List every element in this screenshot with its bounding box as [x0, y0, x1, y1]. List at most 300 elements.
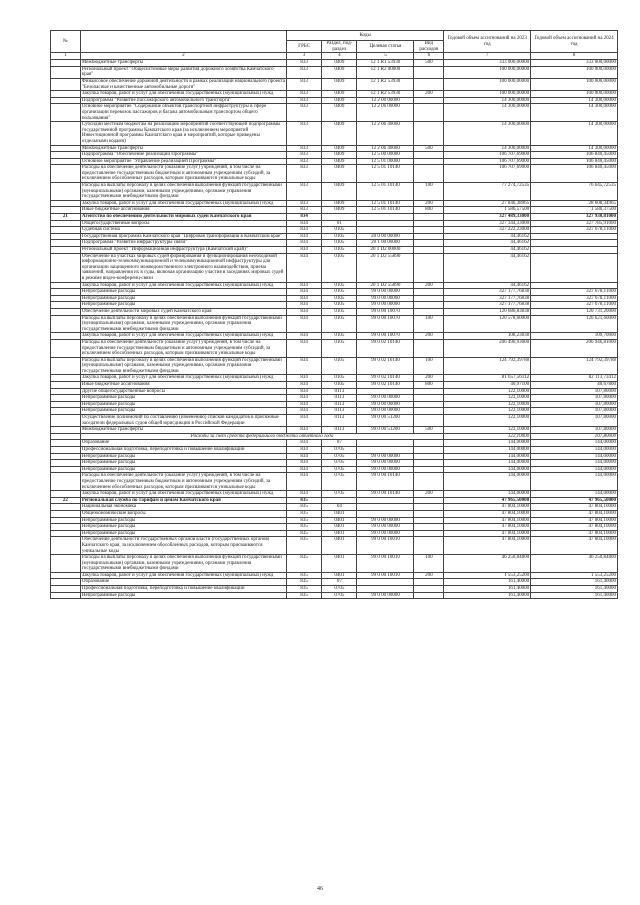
row-target-cell: [357, 227, 414, 234]
row-vr-cell: [414, 401, 444, 408]
row-name-cell: Расходы на обеспечение деятельности (оказание услуг) учреждений, в том числе на предоставление государственным бюджетным и автономным учреждениям субсидий, за исключением обособленных расходов, которым присваиваются уникальные коды: [80, 473, 286, 491]
colnum-4: 4: [322, 53, 357, 60]
row-a2024-cell: 144,00000: [531, 447, 618, 454]
row-name-cell: Закупка товаров, работ и услуг для обеспечения государственных (муниципальных) нужд: [80, 333, 286, 340]
row-name-cell: Финансовое обеспечение дорожной деятельности в рамках реализации национального проекта "Безопасные и качественные автомобильные дороги": [81, 78, 285, 90]
row-a2024-cell: 28 608,34965: [531, 200, 618, 207]
table-row: [51, 447, 618, 454]
row-a2024-cell: 100 000,00000: [531, 91, 618, 98]
row-target-cell: 99 0 00 00000: [357, 517, 414, 524]
row-grbs-cell: 833: [286, 207, 321, 214]
row-target-cell: 99 0 00 00000: [357, 592, 414, 599]
row-section-cell: [322, 497, 357, 504]
row-name-cell: Закупка товаров, работ и услуг для обеспечения государственных (муниципальных) нужд: [80, 572, 286, 579]
row-grbs-cell: 833: [286, 122, 321, 145]
row-vr-cell: 500: [414, 60, 444, 67]
row-target-cell: [357, 504, 414, 511]
row-vr-cell: [414, 302, 444, 309]
row-grbs-cell: 833: [286, 66, 321, 78]
row-section-cell: 04: [322, 504, 357, 511]
row-a2023-cell: 124 792,39788: [444, 357, 531, 375]
row-a2024-cell: 327 930,81000: [531, 214, 618, 221]
row-section-cell: 0113: [322, 427, 357, 434]
row-a2024-cell: 82 113,73412: [531, 375, 618, 382]
row-name-cell: Непрограммные расходы: [80, 295, 286, 302]
row-target-cell: 99 0 00 00000: [357, 295, 414, 302]
row-a2024-cell: 14 300,00000: [531, 97, 618, 104]
row-vr-cell: [414, 220, 444, 227]
row-vr-cell: 200: [414, 491, 444, 498]
row-vr-cell: 100: [414, 315, 444, 333]
row-vr-cell: [414, 530, 444, 537]
table-row: [51, 592, 618, 599]
row-a2023-cell: 44,46162: [444, 233, 531, 240]
row-grbs-cell: 833: [286, 78, 321, 90]
row-section-cell: 0409: [322, 104, 357, 122]
row-vr-cell: [414, 247, 444, 254]
row-a2024-cell: 76 645,72535: [531, 183, 618, 201]
row-num-cell: [51, 466, 81, 473]
table-row: [51, 530, 618, 537]
row-num-cell: [51, 460, 81, 467]
row-section-cell: 0113: [322, 415, 357, 427]
table-row: [51, 586, 618, 593]
row-vr-cell: [414, 165, 444, 183]
table-row: [51, 158, 618, 165]
row-grbs-cell: 835: [286, 579, 321, 586]
row-num-cell: [51, 524, 81, 531]
row-num-cell: [51, 579, 81, 586]
row-a2024-cell: 107,80000: [531, 415, 618, 427]
table-row: [51, 60, 618, 67]
row-section-cell: 0401: [322, 530, 357, 537]
row-num-cell: [51, 247, 81, 254]
row-num-cell: [51, 453, 81, 460]
row-grbs-cell: 835: [286, 524, 321, 531]
table-row: [51, 466, 618, 473]
colnum-5: 5: [357, 53, 414, 60]
row-num-cell: [51, 302, 81, 309]
row-a2023-cell: 14 300,00000: [444, 145, 531, 152]
row-vr-cell: [414, 395, 444, 402]
row-section-cell: 0409: [322, 122, 357, 145]
row-grbs-cell: 833: [286, 152, 321, 159]
row-a2024-cell: 327 785,91000: [531, 220, 618, 227]
row-a2024-cell: 120 621,60000: [531, 315, 618, 333]
row-name-cell: Межбюджетные трансферты: [80, 427, 286, 434]
header-vr: Вид расходов: [414, 41, 444, 53]
row-a2023-cell: 122,10000: [444, 427, 531, 434]
row-a2024-cell: [531, 233, 618, 240]
row-name-cell: Расходы на выплаты персоналу в целях обеспечения выполнения функций государственными (муниципальными) органами, казенными учреждениями, органами управления государственными внебюджетными фондами: [80, 183, 286, 201]
row-vr-cell: 100: [414, 555, 444, 573]
row-vr-cell: [414, 227, 444, 234]
row-section-cell: 0705: [322, 460, 357, 467]
row-a2023-cell: 144,00000: [444, 466, 531, 473]
row-grbs-cell: 834: [286, 247, 321, 254]
table-row: [51, 579, 618, 586]
row-target-cell: [357, 220, 414, 227]
table-row: [51, 333, 618, 340]
row-a2024-cell: 1 553,25200: [531, 572, 618, 579]
table-row: [51, 315, 618, 333]
row-a2023-cell: 100 000,00000: [444, 91, 531, 98]
row-section-cell: 0105: [322, 382, 357, 389]
row-name-cell: Непрограммные расходы: [80, 408, 286, 415]
row-grbs-cell: 834: [286, 473, 321, 491]
row-num-cell: [51, 517, 81, 524]
row-a2023-cell: 14 300,00000: [444, 104, 531, 122]
row-a2023-cell: 327 489,33000: [444, 214, 531, 221]
row-target-cell: [357, 497, 414, 504]
table-row: [51, 537, 618, 555]
row-target-cell: 99 0 00 00000: [357, 395, 414, 402]
row-num-cell: [51, 295, 81, 302]
row-a2024-cell: 327 678,11000: [531, 289, 618, 296]
table-row: [51, 440, 618, 447]
row-target-cell: 99 0 00 51200: [357, 415, 414, 427]
row-vr-cell: 200: [414, 282, 444, 289]
table-row: [51, 427, 618, 434]
row-vr-cell: 500: [414, 145, 444, 152]
row-a2024-cell: 1 586,37500: [531, 207, 618, 214]
row-a2023-cell: 120 686,83838: [444, 308, 531, 315]
row-a2023-cell: 327 344,33000: [444, 220, 531, 227]
row-target-cell: 12 1 R1 53930: [357, 60, 414, 67]
header-name: [80, 31, 286, 53]
row-grbs-cell: 834: [286, 339, 321, 357]
row-section-cell: 0113: [322, 401, 357, 408]
row-a2023-cell: 161,40000: [444, 579, 531, 586]
table-row: [51, 497, 618, 504]
row-a2023-cell: 206 490,93000: [444, 339, 531, 357]
row-vr-cell: [414, 460, 444, 467]
row-section-cell: 0401: [322, 510, 357, 517]
row-a2023-cell: 47 804,10000: [444, 504, 531, 511]
row-a2024-cell: 100 000,00000: [531, 66, 618, 78]
page-number: 46: [317, 886, 323, 892]
row-a2023-cell: 161,40000: [444, 586, 531, 593]
row-a2023-cell: 327 177,76838: [444, 289, 531, 296]
row-section-cell: 0105: [322, 253, 357, 282]
row-grbs-cell: 835: [286, 586, 321, 593]
row-section-cell: 0409: [322, 165, 357, 183]
row-a2023-cell: 77 274,72535: [444, 183, 531, 201]
row-target-cell: [357, 510, 414, 517]
row-a2023-cell: 333 000,00000: [444, 60, 531, 67]
row-vr-cell: [414, 339, 444, 357]
row-grbs-cell: 833: [286, 91, 321, 98]
row-a2023-cell: 144,00000: [444, 447, 531, 454]
header-section: Раздел, под-раздел: [322, 41, 357, 53]
row-vr-cell: [414, 408, 444, 415]
row-name-cell: Закупка товаров, работ и услуг для обеспечения государственных (муниципальных) нужд: [80, 491, 286, 498]
row-num-cell: 22: [51, 497, 81, 504]
row-target-cell: 99 0 00 00000: [357, 524, 414, 531]
row-section-cell: 0105: [322, 375, 357, 382]
row-a2024-cell: 144,00000: [531, 440, 618, 447]
row-a2024-cell: 327 678,11000: [531, 302, 618, 309]
table-row: [51, 97, 618, 104]
row-grbs-cell: 835: [286, 497, 321, 504]
row-a2024-cell: 47 804,10000: [531, 517, 618, 524]
row-num-cell: [51, 440, 81, 447]
row-a2023-cell: 27 846,38965: [444, 200, 531, 207]
row-num-cell: [51, 357, 81, 375]
table-header: [51, 31, 618, 60]
row-a2024-cell: 161,40000: [531, 592, 618, 599]
table-row: [51, 572, 618, 579]
row-vr-cell: 500: [414, 427, 444, 434]
row-name-cell: Межбюджетные трансферты: [80, 60, 286, 67]
row-name-cell: Закупка товаров, работ и услуг для обеспечения государственных (муниципальных) нужд: [80, 282, 286, 289]
row-name-cell: Непрограммные расходы: [80, 302, 286, 309]
row-a2024-cell: 144,00000: [531, 466, 618, 473]
row-vr-cell: [414, 579, 444, 586]
table-row: [51, 247, 618, 254]
row-num-cell: [51, 104, 81, 122]
row-name-cell: Образование: [80, 440, 286, 447]
row-num-cell: [51, 97, 81, 104]
row-a2024-cell: 106 840,45000: [531, 158, 618, 165]
row-a2024-cell: 14 300,00000: [531, 145, 618, 152]
row-section-cell: 0409: [322, 145, 357, 152]
row-grbs-cell: 834: [286, 466, 321, 473]
row-num-cell: [51, 375, 81, 382]
row-grbs-cell: 834: [286, 282, 321, 289]
row-name-cell: Осуществление полномочий по составлению (изменению) списков кандидатов в присяжные заседатели федеральных судов общей юрисдикции в Российской Федерации: [80, 415, 286, 427]
row-grbs-cell: 833: [286, 97, 321, 104]
row-name-cell: Образование: [80, 579, 286, 586]
table-row: [51, 200, 618, 207]
row-name-cell: Профессиональная подготовка, переподготовка и повышение квалификации: [80, 586, 286, 593]
row-target-cell: 99 0 00 10140: [357, 473, 414, 491]
colnum-6: 6: [414, 53, 444, 60]
row-a2024-cell: 14 300,00000: [531, 122, 618, 145]
table-row: [51, 415, 618, 427]
row-a2023-cell: 327 177,76838: [444, 295, 531, 302]
row-target-cell: 99 0 00 00000: [357, 460, 414, 467]
row-grbs-cell: 833: [286, 158, 321, 165]
row-a2023-cell: 108,23838: [444, 333, 531, 340]
table-row: [51, 165, 618, 183]
row-name-cell: Непрограммные расходы: [80, 592, 286, 599]
row-target-cell: 12 2 06 40060: [357, 122, 414, 145]
row-a2023-cell: 327 177,76838: [444, 302, 531, 309]
row-num-cell: [51, 91, 81, 98]
row-num-cell: [51, 122, 81, 145]
row-a2023-cell: 122,10000: [444, 433, 531, 440]
row-name-cell: Непрограммные расходы: [80, 453, 286, 460]
table-row: [51, 460, 618, 467]
colnum-3: 3: [286, 53, 321, 60]
row-vr-cell: 100: [414, 357, 444, 375]
row-target-cell: 99 0 02 10140: [357, 339, 414, 357]
row-a2023-cell: 44,46162: [444, 253, 531, 282]
table-row: [51, 91, 618, 98]
row-grbs-cell: 834: [286, 333, 321, 340]
table-row: [51, 491, 618, 498]
row-a2023-cell: 161,40000: [444, 592, 531, 599]
row-section-cell: 0401: [322, 537, 357, 555]
budget-table: [50, 30, 618, 599]
row-num-cell: [51, 473, 81, 491]
row-a2023-cell: 1 553,25200: [444, 572, 531, 579]
row-a2023-cell: 144,00000: [444, 460, 531, 467]
row-num-cell: 21: [51, 214, 81, 221]
row-section-cell: 0105: [322, 357, 357, 375]
table-row: [51, 78, 618, 90]
row-grbs-cell: 834: [286, 395, 321, 402]
row-section-cell: 0409: [322, 97, 357, 104]
row-name-cell: Судебная система: [80, 227, 286, 234]
row-grbs-cell: 834: [286, 453, 321, 460]
row-target-cell: 20 1 D2 55890: [357, 253, 414, 282]
row-vr-cell: [414, 289, 444, 296]
row-a2024-cell: 47 965,50000: [531, 497, 618, 504]
row-a2023-cell: 40,97100: [444, 382, 531, 389]
row-vr-cell: [414, 497, 444, 504]
row-name-cell: Субсидии местным бюджетам на реализацию мероприятий соответствующей подпрограммы государственной программы Камчатского края (за исключением мероприятий Инвестиционной программы Камчатского края и мероприятий, которые приведены отдельными кодами): [80, 122, 286, 145]
row-grbs-cell: 834: [286, 357, 321, 375]
row-vr-cell: [414, 233, 444, 240]
row-target-cell: 99 0 02 10140: [357, 375, 414, 382]
row-section-cell: 0705: [322, 586, 357, 593]
row-target-cell: 99 0 00 10070: [357, 308, 414, 315]
row-vr-cell: [414, 97, 444, 104]
row-name-cell: Подпрограмма "Обеспечение реализации Программы": [80, 152, 286, 159]
row-name-cell: Региональный проект "Информационная инфраструктура (Камчатский край)": [80, 247, 286, 254]
row-num-cell: [51, 537, 81, 555]
row-num-cell: [51, 289, 81, 296]
row-name-cell: Общегосударственные вопросы: [80, 220, 286, 227]
row-a2023-cell: 47 804,10000: [444, 510, 531, 517]
row-grbs-cell: 834: [286, 440, 321, 447]
row-a2024-cell: 47 804,10000: [531, 510, 618, 517]
table-row: [51, 295, 618, 302]
row-a2024-cell: 144,00000: [531, 491, 618, 498]
row-num-cell: [51, 415, 81, 427]
row-a2023-cell: 47 804,10000: [444, 537, 531, 555]
header-amount-2023: Годовой объем ассигнований на 2023 год: [444, 31, 531, 53]
row-name-cell: Непрограммные расходы: [80, 517, 286, 524]
row-vr-cell: [414, 524, 444, 531]
row-section-cell: 0409: [322, 152, 357, 159]
row-target-cell: 12 5 00 00000: [357, 152, 414, 159]
row-grbs-cell: 835: [286, 592, 321, 599]
row-name-cell: Общеэкономические вопросы: [80, 510, 286, 517]
row-vr-cell: [414, 152, 444, 159]
header-grbs: ГРБС: [286, 41, 321, 53]
table-row: [51, 66, 618, 78]
row-grbs-cell: 835: [286, 504, 321, 511]
row-num-cell: [51, 408, 81, 415]
colnum-2: 2: [80, 53, 286, 60]
row-section-cell: 0401: [322, 524, 357, 531]
row-name-cell: Расходы на выплаты персоналу в целях обеспечения выполнения функций государственными (муниципальными) органами, казенными учреждениями, органами управления государственными внебюджетными фондами: [80, 357, 286, 375]
row-name-cell: Непрограммные расходы: [80, 395, 286, 402]
row-vr-cell: [414, 592, 444, 599]
row-grbs-cell: 834: [286, 227, 321, 234]
row-a2024-cell: 161,40000: [531, 586, 618, 593]
row-a2023-cell: 122,10000: [444, 388, 531, 395]
row-vr-cell: [414, 415, 444, 427]
row-section-cell: 0105: [322, 227, 357, 234]
row-name-cell: Закупка товаров, работ и услуг для обеспечения государственных (муниципальных) нужд: [80, 375, 286, 382]
row-section-cell: 0105: [322, 339, 357, 357]
table-row: [51, 253, 618, 282]
column-number-row: [51, 53, 618, 60]
row-vr-cell: 800: [414, 207, 444, 214]
table-row: [51, 122, 618, 145]
row-section-cell: 0401: [322, 572, 357, 579]
row-num-cell: [51, 253, 81, 282]
row-grbs-cell: 834: [286, 220, 321, 227]
row-target-cell: 99 0 00 10070: [357, 333, 414, 340]
row-name-cell: Основное мероприятие "Управление реализацией Программы": [80, 158, 286, 165]
row-vr-cell: [414, 66, 444, 78]
row-a2024-cell: 107,80000: [531, 427, 618, 434]
row-vr-cell: [414, 517, 444, 524]
row-num-cell: [51, 308, 81, 315]
table-row: [51, 220, 618, 227]
row-a2023-cell: 122,10000: [444, 395, 531, 402]
row-a2023-cell: 100 000,00000: [444, 66, 531, 78]
row-name-cell: Расходы на выплаты персоналу в целях обеспечения выполнения функций государственными (муниципальными) органами, казенными учреждениями, органами управления государственными внебюджетными фондами: [80, 555, 286, 573]
row-vr-cell: 200: [414, 200, 444, 207]
row-grbs-cell: 833: [286, 104, 321, 122]
row-vr-cell: 200: [414, 333, 444, 340]
row-num-cell: [51, 433, 81, 440]
row-vr-cell: 100: [414, 183, 444, 201]
row-name-cell: Подпрограмма "Развитие инфраструктуры связи": [80, 240, 286, 247]
row-name-cell: Агентство по обеспечению деятельности мировых судей Камчатского края: [80, 214, 286, 221]
table-row: [51, 339, 618, 357]
colnum-1: 1: [51, 53, 81, 60]
table-row: [51, 207, 618, 214]
table-row: [51, 375, 618, 382]
row-section-cell: 0409: [322, 207, 357, 214]
row-section-cell: 0705: [322, 592, 357, 599]
row-grbs-cell: 835: [286, 510, 321, 517]
row-grbs-cell: 834: [286, 315, 321, 333]
row-a2023-cell: 144,00000: [444, 491, 531, 498]
row-a2024-cell: 327 678,11000: [531, 295, 618, 302]
header-amount-2024: Годовой объем ассигнований на 2024 год: [531, 31, 618, 53]
row-target-cell: 20 0 00 00000: [357, 233, 414, 240]
colnum-7: 7: [444, 53, 531, 60]
row-section-cell: 0409: [322, 78, 357, 90]
row-a2024-cell: 333 000,00000: [531, 60, 618, 67]
row-num-cell: [51, 66, 81, 78]
table-row: [51, 152, 618, 159]
row-num-cell: [51, 152, 81, 159]
row-num-cell: [51, 60, 81, 67]
row-num-cell: [51, 592, 81, 599]
row-num-cell: [51, 586, 81, 593]
row-num-cell: [51, 427, 81, 434]
row-grbs-cell: 834: [286, 289, 321, 296]
table-row: [51, 240, 618, 247]
row-section-cell: 0705: [322, 473, 357, 491]
row-num-cell: [51, 491, 81, 498]
row-target-cell: 12 2 06 40060: [357, 145, 414, 152]
table-row: [51, 395, 618, 402]
row-target-cell: 99 0 00 00000: [357, 302, 414, 309]
row-grbs-cell: 833: [286, 60, 321, 67]
table-row: [51, 401, 618, 408]
row-grbs-cell: 834: [286, 415, 321, 427]
